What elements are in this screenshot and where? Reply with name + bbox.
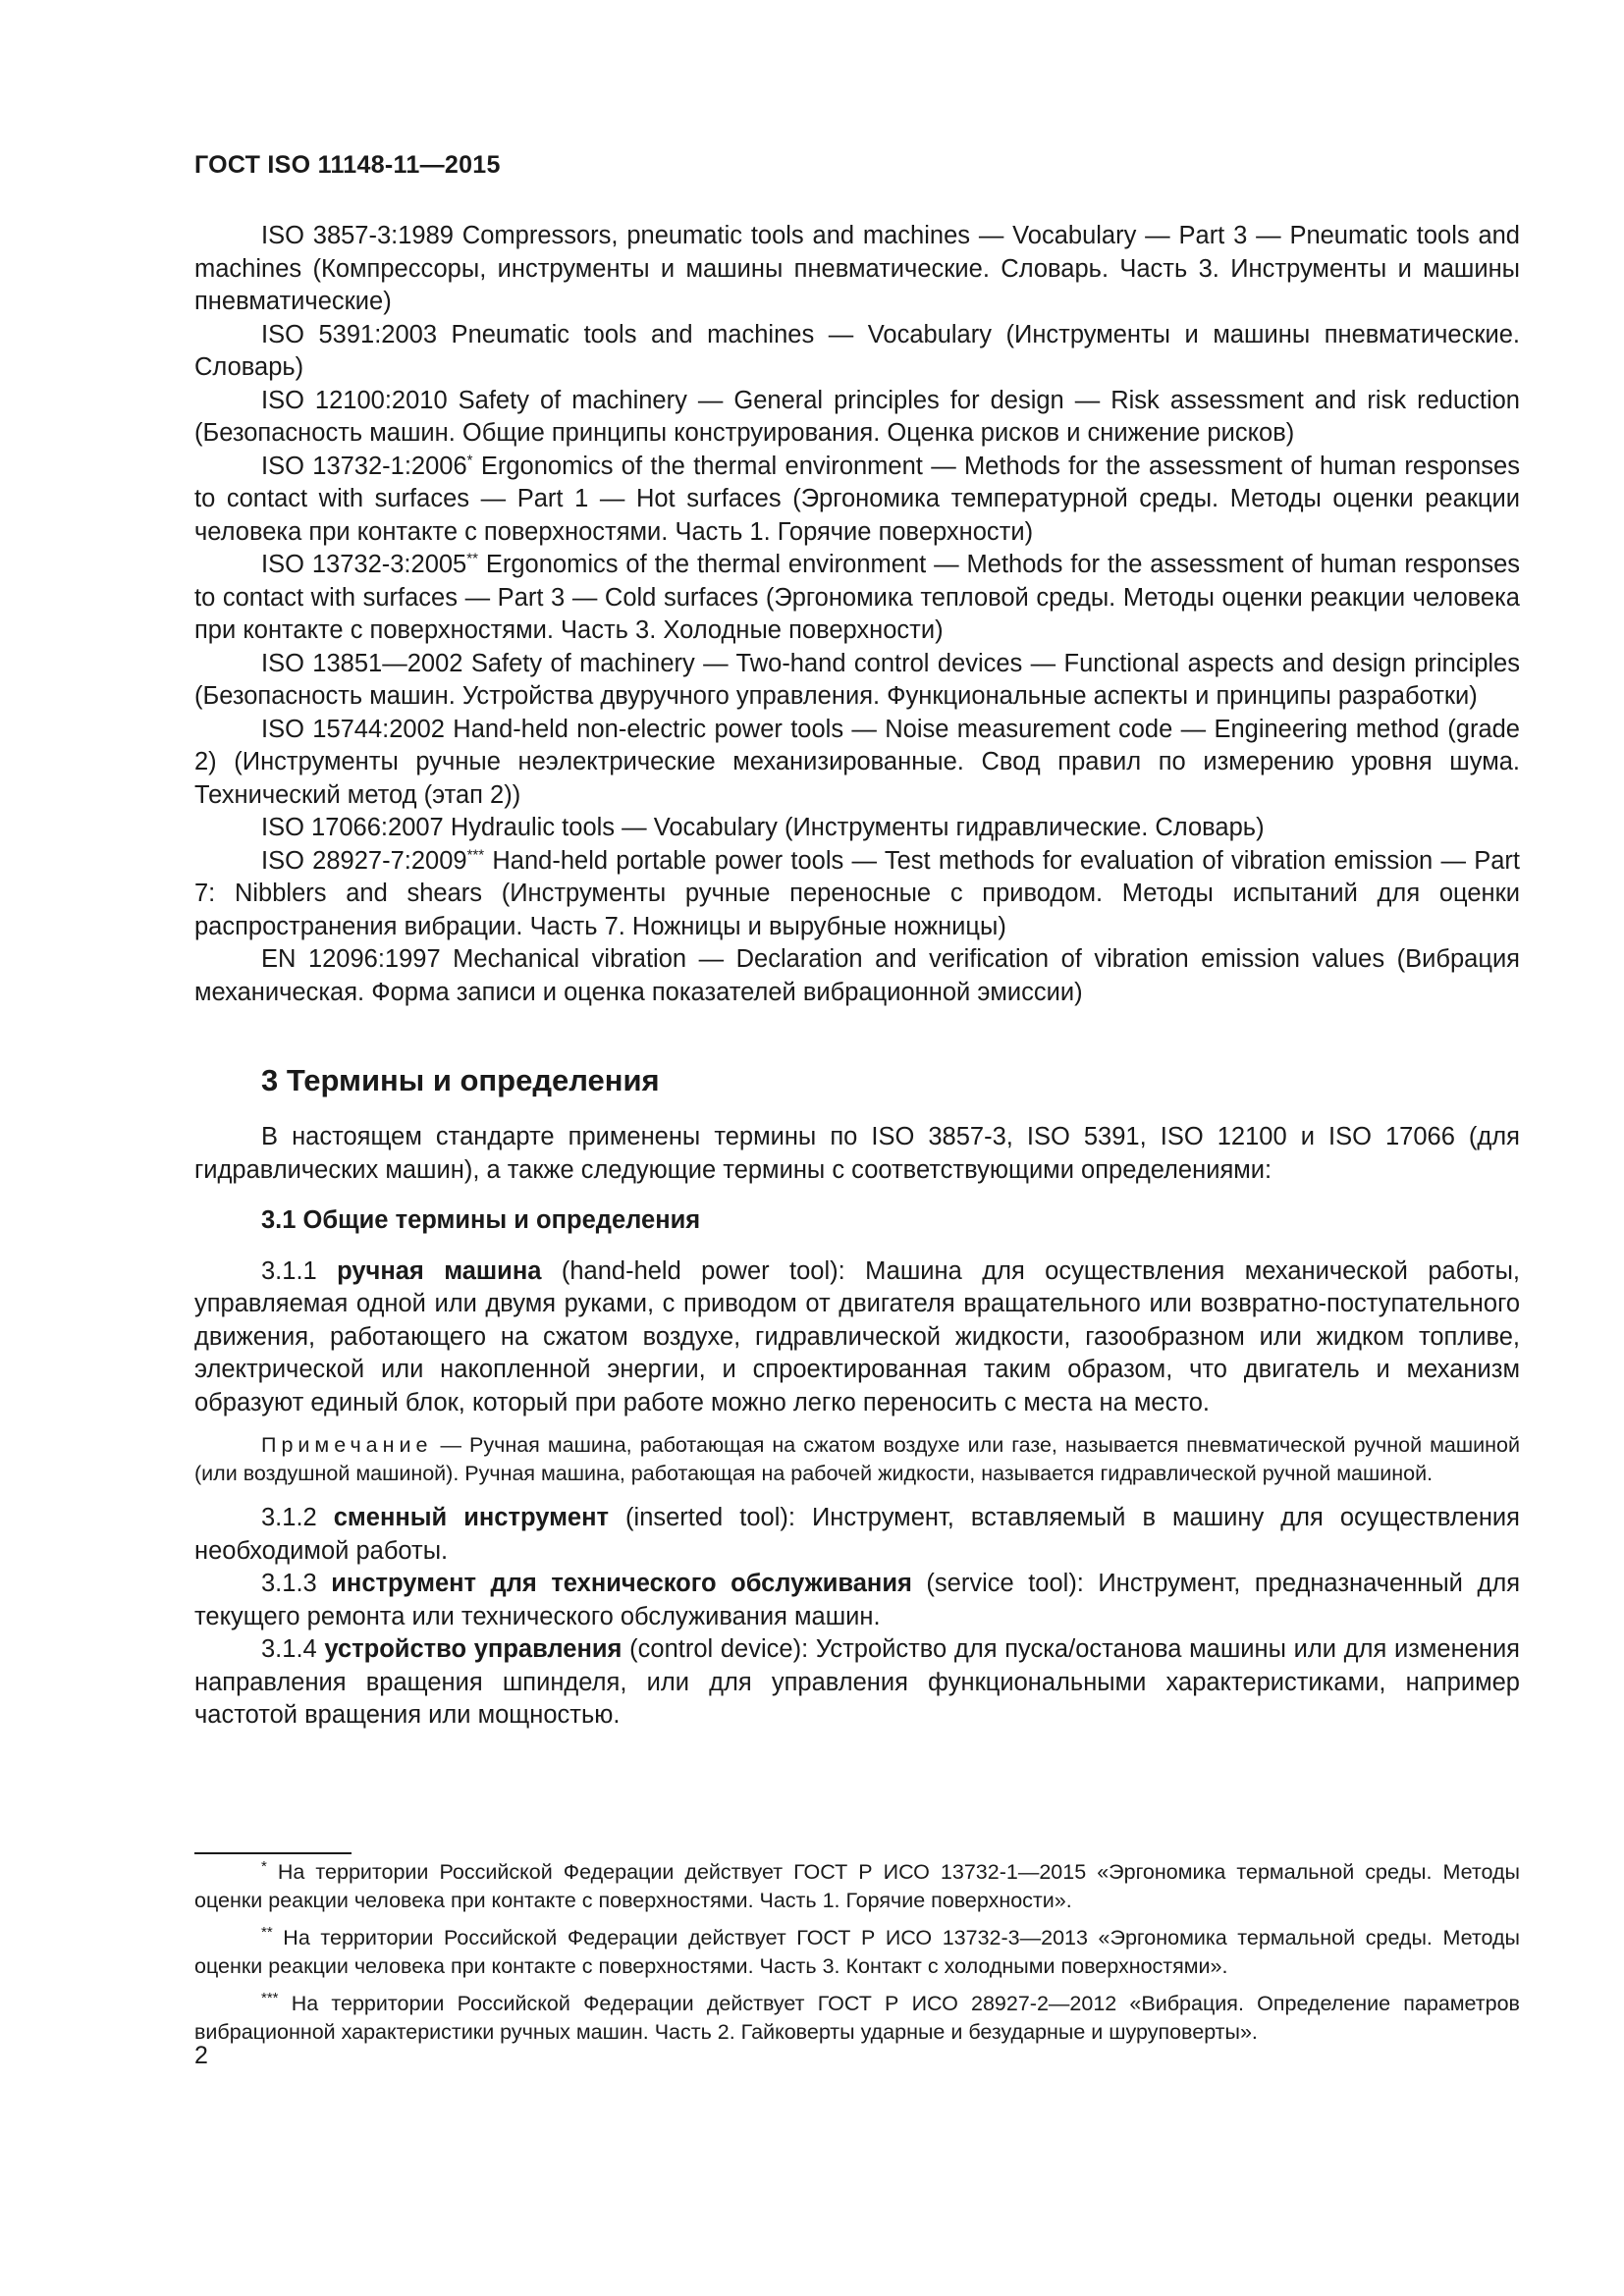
footnote-mark: * <box>261 1857 267 1875</box>
footnote-ref: *** <box>466 846 485 863</box>
reference-item: EN 12096:1997 Mechanical vibration — Declaration and verification of vibration emission values (Вибрация механическая. Форма записи и оценка показателей вибрационной эмиссии) <box>194 945 1520 1006</box>
footnote-ref: * <box>466 452 473 468</box>
reference-item <box>194 845 1520 944</box>
normative-references <box>194 220 1520 1009</box>
footnote: * На территории Российской Федерации действует ГОСТ Р ИСО 13732-1—2015 «Эргономика термальной среды. Методы оценки реакции человека при контакте с поверхностями. Часть 1. Горячие поверхности». <box>194 1857 1520 1912</box>
reference-code: ISO 28927-7:2009 <box>261 846 467 875</box>
footnote-mark: *** <box>261 1989 279 2006</box>
document-body <box>194 220 1520 1733</box>
reference-item <box>194 549 1520 648</box>
reference-title: Hand-held portable power tools — Test methods for evaluation of vibration emission — Part 7: Nibblers and shears (Инструменты ручные переносные с приводом. Методы испытаний для оценки распространения вибрации. Часть 7. Ножницы и вырубные ножницы) <box>194 846 1520 940</box>
footnote-mark: ** <box>261 1923 273 1941</box>
reference-code: ISO 13732-3:2005 <box>261 551 467 578</box>
document-header: ГОСТ ISO 11148-11—2015 <box>194 151 501 179</box>
reference-item: ISO 15744:2002 Hand-held non-electric power tools — Noise measurement code — Engineering method (grade 2) (Инструменты ручные неэлектрические механизированные. Свод правил по измерению уровня шума. Технический метод (этап 2)) <box>194 715 1520 809</box>
subsection-heading: 3.1 Общие термины и определения <box>261 1206 701 1234</box>
footnote-ref: ** <box>466 550 478 567</box>
term-definition: (inserted tool): Инструмент, вставляемый в машину для осуществления необходимой работы. <box>194 1504 1520 1565</box>
footnote: *** На территории Российской Федерации действует ГОСТ Р ИСО 28927-2—2012 «Вибрация. Определение параметров вибрационной характеристики ручных машин. Часть 2. Гайковерты ударные и безударные и шуруповерты». <box>194 1989 1520 2044</box>
reference-item <box>194 451 1520 550</box>
note-label: Примечание <box>261 1433 433 1457</box>
reference-title: Ergonomics of the thermal environment — Methods for the assessment of human responses to contact with surfaces — Part 1 — Hot surfaces (Эргономика температурной среды. Методы оценки реакции человека при контакте с поверхностями. Часть 1. Горячие поверхности) <box>194 452 1520 546</box>
note-text: — Ручная машина, работающая на сжатом воздухе или газе, называется пневматической ручной машиной (или воздушной машиной). Ручная машина, работающая на рабочей жидкости, называется гидравлической ручной машиной. <box>194 1433 1520 1485</box>
reference-item: ISO 3857-3:1989 Compressors, pneumatic tools and machines — Vocabulary — Part 3 — Pneumatic tools and machines (Компрессоры, инструменты и машины пневматические. Словарь. Часть 3. Инструменты и машины пневматические) <box>194 222 1520 315</box>
section-intro: В настоящем стандарте применены термины по ISO 3857-3, ISO 5391, ISO 12100 и ISO 17066 (для гидравлических машин), а также следующие термины с соответствующими определениями: <box>194 1123 1520 1184</box>
reference-item: ISO 12100:2010 Safety of machinery — General principles for design — Risk assessment and risk reduction (Безопасность машин. Общие принципы конструирования. Оценка рисков и снижение рисков) <box>194 386 1520 447</box>
term-definition: (hand-held power tool): Машина для осуществления механической работы, управляемая одной или двумя руками, с приводом от двигателя вращательного или возвратно-поступательного движения, работающего на сжатом воздухе, гидравлической жидкости, газообразном или жидком топливе, электрической или накопленной энергии, и спроектированная таким образом, что двигатель и механизм образуют единый блок, который при работе можно легко переносить с места на место. <box>194 1256 1521 1416</box>
reference-item: ISO 17066:2007 Hydraulic tools — Vocabulary (Инструменты гидравлические. Словарь) <box>261 814 1265 841</box>
footnote-divider <box>194 1852 352 1854</box>
reference-item: ISO 5391:2003 Pneumatic tools and machines — Vocabulary (Инструменты и машины пневматические. Словарь) <box>194 320 1520 381</box>
term-definition: (control device): Устройство для пуска/останова машины или для изменения направления вращения шпинделя, или для управления функциональными характеристиками, например частотой вращения или мощностью. <box>194 1635 1520 1729</box>
footnote: ** На территории Российской Федерации действует ГОСТ Р ИСО 13732-3—2013 «Эргономика термальной среды. Методы оценки реакции человека при контакте с поверхностями. Часть 3. Контакт с холодными поверхностями». <box>194 1923 1520 1978</box>
reference-item: ISO 13851—2002 Safety of machinery — Two-hand control devices — Functional aspects and design principles (Безопасность машин. Устройства двуручного управления. Функциональные аспекты и принципы разработки) <box>194 649 1520 710</box>
page-number: 2 <box>194 2042 208 2069</box>
term-name: ручная машина <box>337 1256 542 1285</box>
reference-title: Ergonomics of the thermal environment — Methods for the assessment of human responses to contact with surfaces — Part 3 — Cold surfaces (Эргономика тепловой среды. Методы оценки реакции человека при контакте с поверхностями. Часть 3. Холодные поверхности) <box>194 551 1520 644</box>
term-name: инструмент для технического обслуживания <box>331 1570 912 1597</box>
term-definition: (service tool): Инструмент, предназначенный для текущего ремонта или технического обслуживания машин. <box>194 1570 1521 1630</box>
term-3-1-3: 3.1.3 инструмент для технического обслуживания (service tool): Инструмент, предназначенный для текущего ремонта или технического обслуживания машин. <box>194 1570 1521 1630</box>
reference-code: ISO 13732-1:2006 <box>261 452 467 480</box>
term-3-1-2: 3.1.2 сменный инструмент (inserted tool): Инструмент, вставляемый в машину для осуществления необходимой работы. <box>194 1504 1520 1565</box>
term-name: устройство управления <box>324 1635 623 1663</box>
term-3-1-1: 3.1.1 ручная машина (hand-held power tool): Машина для осуществления механической работы, управляемая одной или двумя руками, с приводом от двигателя вращательного или возвратно-поступательного движения, работающего на сжатом воздухе, гидравлической жидкости, газообразном или жидком топливе, электрической или накопленной энергии, и спроектированная таким образом, что двигатель и механизм образуют единый блок, который при работе можно легко переносить с места на место. <box>194 1256 1521 1416</box>
section-heading: 3 Термины и определения <box>261 1063 660 1097</box>
note <box>194 1431 1520 1488</box>
term-name: сменный инструмент <box>333 1504 610 1531</box>
footnotes <box>194 1858 1520 2056</box>
term-3-1-4: 3.1.4 устройство управления (control device): Устройство для пуска/останова машины или для изменения направления вращения шпинделя, или для управления функциональными характеристиками, например частотой вращения или мощностью. <box>194 1635 1520 1729</box>
